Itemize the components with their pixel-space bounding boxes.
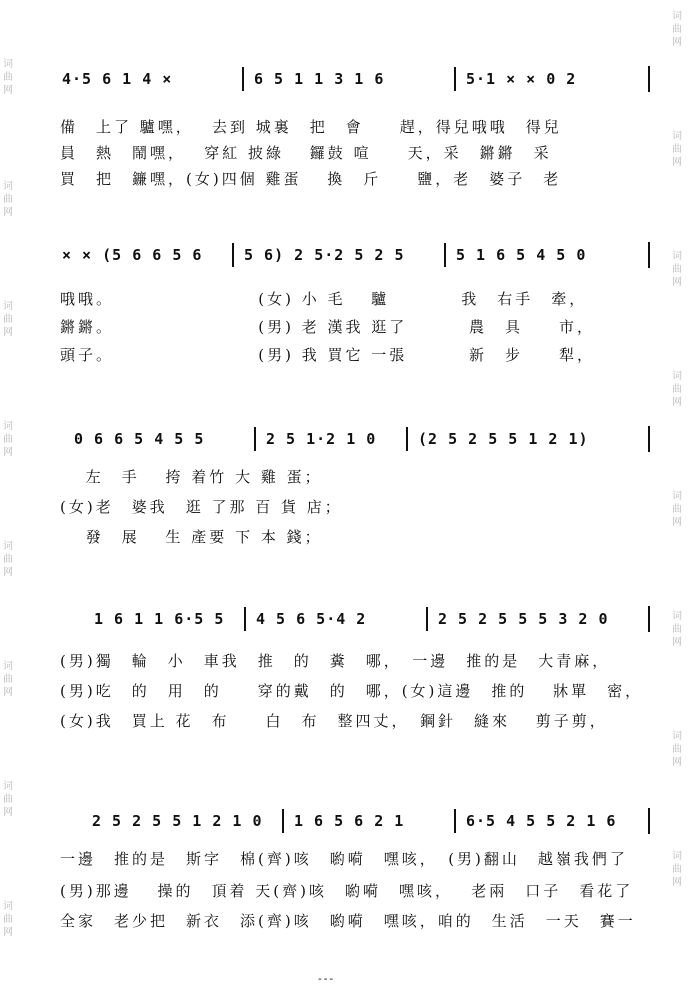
bar-line (648, 426, 650, 452)
watermark-left: 词曲网 (3, 901, 13, 938)
watermark-right: 词曲网 (672, 251, 682, 288)
bar-line (648, 242, 650, 268)
watermark-right: 词曲网 (672, 611, 682, 648)
lyric-verse-1: 左 手 挎 着竹 大 雞 蛋； (60, 468, 323, 486)
bar-line (648, 808, 650, 834)
lyric-verse-2: 鏘鏘。 (男) 老 漢我 逛了 農 具 市， (60, 318, 596, 336)
measure: 6 5 1 1 3 1 6 (254, 70, 385, 88)
bar-line (454, 67, 456, 91)
lyric-verse-2: (男)吃 的 用 的 穿的戴 的 哪，(女)這邊 推的 牀單 密， (60, 682, 644, 700)
bar-line (444, 243, 446, 267)
lyric-verse-3: 頭子。 (男) 我 買它 一張 新 步 犁， (60, 346, 596, 364)
watermark-left: 词曲网 (3, 59, 13, 96)
lyric-verse-1: 備 上了 驢嘿， 去到 城裏 把 會 趕，得兒哦哦 得兒 (60, 118, 562, 136)
bar-line (242, 67, 244, 91)
bar-line (282, 809, 284, 833)
bar-line (648, 606, 650, 632)
measure: 1 6 1 1 6·5 5 (94, 610, 225, 628)
bar-line (406, 427, 408, 451)
lyric-verse-2: (女)老 婆我 逛 了那 百 貨 店； (60, 498, 343, 516)
bar-line (454, 809, 456, 833)
notation-line (62, 64, 650, 94)
lyric-verse-1: (男)獨 輪 小 車我 推 的 糞 哪， 一邊 推的是 大青麻， (60, 652, 611, 670)
watermark-left: 词曲网 (3, 781, 13, 818)
watermark-right: 词曲网 (672, 371, 682, 408)
lyric-verse-1: 一邊 推的是 斯字 棉(齊)咳 喲嗬 嘿咳， (男)翻山 越嶺我們了 (60, 850, 628, 868)
measure: 2 5 1·2 1 0 (266, 430, 377, 448)
bar-line (232, 243, 234, 267)
measure: 2 5 2 5 5 5 3 2 0 (438, 610, 609, 628)
lyric-verse-3: 發 展 生 產要 下 本 錢； (60, 528, 323, 546)
measure: 4 5 6 5·4 2 (256, 610, 367, 628)
measure: × × (5 6 6 5 6 (62, 246, 203, 264)
lyric-verse-1: 哦哦。 (女) 小 毛 驢 我 右手 牽， (60, 290, 588, 308)
measure: 5 6) 2 5·2 5 2 5 (244, 246, 405, 264)
notation-line (94, 604, 650, 634)
bar-line (254, 427, 256, 451)
watermark-left: 词曲网 (3, 181, 13, 218)
watermark-right: 词曲网 (672, 11, 682, 48)
page-number: --- (318, 972, 336, 985)
bar-line (426, 607, 428, 631)
watermark-left: 词曲网 (3, 661, 13, 698)
lyric-verse-3: (女)我 買上 花 布 白 布 整四丈， 鋼針 縫來 剪子剪， (60, 712, 608, 730)
notation-line (74, 424, 650, 454)
lyric-verse-2: 員 熱 鬧嘿， 穿紅 披綠 鑼鼓 喧 天，采 鏘鏘 采 (60, 144, 552, 162)
watermark-left: 词曲网 (3, 301, 13, 338)
bar-line (244, 607, 246, 631)
measure: 0 6 6 5 4 5 5 (74, 430, 205, 448)
watermark-right: 词曲网 (672, 851, 682, 888)
measure: 5 1 6 5 4 5 0 (456, 246, 587, 264)
measure: 5·1 × × 0 2 (466, 70, 577, 88)
measure: 6·5 4 5 5 2 1 6 (466, 812, 617, 830)
watermark-right: 词曲网 (672, 731, 682, 768)
measure: 1 6 5 6 2 1 (294, 812, 405, 830)
watermark-right: 词曲网 (672, 491, 682, 528)
watermark-left: 词曲网 (3, 421, 13, 458)
notation-line (62, 240, 650, 270)
watermark-left: 词曲网 (3, 541, 13, 578)
bar-line (648, 66, 650, 92)
watermark-right: 词曲网 (672, 131, 682, 168)
notation-line (92, 806, 650, 836)
lyric-verse-2: (男)那邊 操的 頂着 天(齊)咳 喲嗬 嘿咳， 老兩 口子 看花了 (60, 882, 634, 900)
measure: (2 5 2 5 5 1 2 1) (418, 430, 589, 448)
measure: 2 5 2 5 5 1 2 1 0 (92, 812, 263, 830)
lyric-verse-3: 全家 老少把 新衣 添(齊)咳 喲嗬 嘿咳，咱的 生活 一天 賽一 (60, 912, 636, 930)
measure: 4·5 6 1 4 × (62, 70, 173, 88)
lyric-verse-3: 買 把 鐮嘿，(女)四個 雞蛋 換 斤 鹽，老 婆子 老 (60, 170, 562, 188)
